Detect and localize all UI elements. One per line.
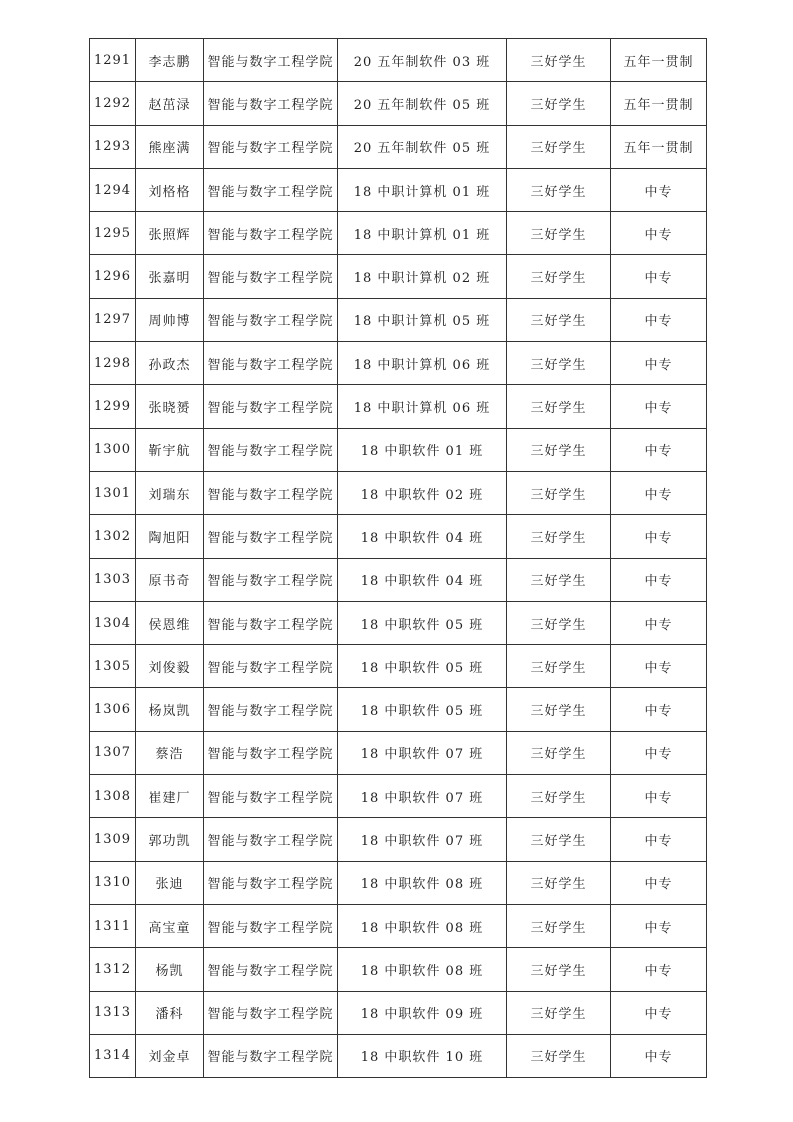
student-name-cell: 原书奇 [136,558,204,601]
program-type-cell: 中专 [611,212,707,255]
college-cell: 智能与数字工程学院 [204,168,338,211]
honor-title-cell: 三好学生 [507,471,611,514]
table-row [90,39,707,82]
table-row [90,558,707,601]
student-name-cell: 张照辉 [136,212,204,255]
student-name-cell: 熊座满 [136,125,204,168]
honor-title-cell: 三好学生 [507,1034,611,1077]
row-number-cell: 1301 [90,471,136,514]
class-cell: 18 中职软件 04 班 [338,515,507,558]
student-name-cell: 高宝童 [136,904,204,947]
row-number-cell: 1299 [90,385,136,428]
program-type-cell: 中专 [611,1034,707,1077]
class-cell: 18 中职软件 08 班 [338,948,507,991]
college-cell: 智能与数字工程学院 [204,471,338,514]
college-cell: 智能与数字工程学院 [204,991,338,1034]
class-cell: 18 中职软件 05 班 [338,645,507,688]
table-row [90,515,707,558]
table-row [90,601,707,644]
class-cell: 18 中职软件 07 班 [338,731,507,774]
row-number-cell: 1296 [90,255,136,298]
college-cell: 智能与数字工程学院 [204,948,338,991]
student-name-cell: 刘瑞东 [136,471,204,514]
class-cell: 18 中职软件 08 班 [338,904,507,947]
college-cell: 智能与数字工程学院 [204,82,338,125]
class-cell: 18 中职计算机 02 班 [338,255,507,298]
student-name-cell: 侯恩维 [136,601,204,644]
college-cell: 智能与数字工程学院 [204,818,338,861]
row-number-cell: 1297 [90,298,136,341]
table-row [90,82,707,125]
table-row [90,775,707,818]
honor-title-cell: 三好学生 [507,601,611,644]
honor-title-cell: 三好学生 [507,515,611,558]
row-number-cell: 1311 [90,904,136,947]
table-row [90,385,707,428]
table-row [90,904,707,947]
college-cell: 智能与数字工程学院 [204,255,338,298]
honor-title-cell: 三好学生 [507,212,611,255]
program-type-cell: 中专 [611,385,707,428]
program-type-cell: 五年一贯制 [611,39,707,82]
program-type-cell: 中专 [611,731,707,774]
program-type-cell: 中专 [611,298,707,341]
class-cell: 20 五年制软件 05 班 [338,82,507,125]
honor-title-cell: 三好学生 [507,991,611,1034]
table-row [90,298,707,341]
college-cell: 智能与数字工程学院 [204,731,338,774]
college-cell: 智能与数字工程学院 [204,688,338,731]
row-number-cell: 1306 [90,688,136,731]
program-type-cell: 中专 [611,515,707,558]
class-cell: 18 中职软件 05 班 [338,601,507,644]
student-name-cell: 陶旭阳 [136,515,204,558]
table-row [90,731,707,774]
student-name-cell: 赵茁渌 [136,82,204,125]
row-number-cell: 1314 [90,1034,136,1077]
honor-title-cell: 三好学生 [507,904,611,947]
student-name-cell: 张嘉明 [136,255,204,298]
class-cell: 18 中职计算机 06 班 [338,385,507,428]
row-number-cell: 1303 [90,558,136,601]
program-type-cell: 中专 [611,948,707,991]
program-type-cell: 中专 [611,428,707,471]
award-list-table [89,38,707,1078]
program-type-cell: 五年一贯制 [611,125,707,168]
college-cell: 智能与数字工程学院 [204,558,338,601]
student-name-cell: 靳宇航 [136,428,204,471]
honor-title-cell: 三好学生 [507,775,611,818]
student-name-cell: 周帅博 [136,298,204,341]
row-number-cell: 1312 [90,948,136,991]
class-cell: 18 中职软件 07 班 [338,775,507,818]
row-number-cell: 1298 [90,342,136,385]
honor-title-cell: 三好学生 [507,428,611,471]
program-type-cell: 中专 [611,775,707,818]
class-cell: 18 中职计算机 01 班 [338,212,507,255]
honor-title-cell: 三好学生 [507,298,611,341]
table-row [90,168,707,211]
program-type-cell: 五年一贯制 [611,82,707,125]
college-cell: 智能与数字工程学院 [204,904,338,947]
student-name-cell: 蔡浩 [136,731,204,774]
honor-title-cell: 三好学生 [507,731,611,774]
program-type-cell: 中专 [611,558,707,601]
table-row [90,125,707,168]
row-number-cell: 1291 [90,39,136,82]
table-row [90,645,707,688]
college-cell: 智能与数字工程学院 [204,385,338,428]
row-number-cell: 1304 [90,601,136,644]
table-row [90,255,707,298]
student-name-cell: 刘金卓 [136,1034,204,1077]
class-cell: 18 中职软件 10 班 [338,1034,507,1077]
honor-title-cell: 三好学生 [507,948,611,991]
table-row [90,948,707,991]
row-number-cell: 1310 [90,861,136,904]
class-cell: 18 中职计算机 05 班 [338,298,507,341]
class-cell: 18 中职软件 05 班 [338,688,507,731]
row-number-cell: 1300 [90,428,136,471]
program-type-cell: 中专 [611,991,707,1034]
class-cell: 18 中职计算机 06 班 [338,342,507,385]
student-name-cell: 刘俊毅 [136,645,204,688]
program-type-cell: 中专 [611,168,707,211]
row-number-cell: 1294 [90,168,136,211]
program-type-cell: 中专 [611,255,707,298]
table-row [90,471,707,514]
class-cell: 20 五年制软件 03 班 [338,39,507,82]
table-row [90,212,707,255]
college-cell: 智能与数字工程学院 [204,39,338,82]
row-number-cell: 1307 [90,731,136,774]
table-row [90,688,707,731]
student-name-cell: 刘格格 [136,168,204,211]
table-row [90,1034,707,1077]
table-row [90,861,707,904]
honor-title-cell: 三好学生 [507,645,611,688]
college-cell: 智能与数字工程学院 [204,298,338,341]
college-cell: 智能与数字工程学院 [204,861,338,904]
college-cell: 智能与数字工程学院 [204,601,338,644]
class-cell: 20 五年制软件 05 班 [338,125,507,168]
student-name-cell: 杨凯 [136,948,204,991]
college-cell: 智能与数字工程学院 [204,775,338,818]
college-cell: 智能与数字工程学院 [204,428,338,471]
honor-title-cell: 三好学生 [507,39,611,82]
row-number-cell: 1308 [90,775,136,818]
college-cell: 智能与数字工程学院 [204,515,338,558]
student-name-cell: 张晓赟 [136,385,204,428]
row-number-cell: 1295 [90,212,136,255]
program-type-cell: 中专 [611,818,707,861]
class-cell: 18 中职软件 07 班 [338,818,507,861]
college-cell: 智能与数字工程学院 [204,342,338,385]
class-cell: 18 中职软件 04 班 [338,558,507,601]
award-list-body [90,39,707,1078]
program-type-cell: 中专 [611,471,707,514]
table-row [90,991,707,1034]
table-row [90,342,707,385]
college-cell: 智能与数字工程学院 [204,212,338,255]
program-type-cell: 中专 [611,342,707,385]
class-cell: 18 中职软件 02 班 [338,471,507,514]
college-cell: 智能与数字工程学院 [204,645,338,688]
row-number-cell: 1293 [90,125,136,168]
honor-title-cell: 三好学生 [507,818,611,861]
row-number-cell: 1305 [90,645,136,688]
student-name-cell: 崔建厂 [136,775,204,818]
student-name-cell: 杨岚凯 [136,688,204,731]
program-type-cell: 中专 [611,645,707,688]
honor-title-cell: 三好学生 [507,255,611,298]
honor-title-cell: 三好学生 [507,688,611,731]
student-name-cell: 李志鹏 [136,39,204,82]
row-number-cell: 1313 [90,991,136,1034]
honor-title-cell: 三好学生 [507,342,611,385]
table-row [90,428,707,471]
student-name-cell: 潘科 [136,991,204,1034]
honor-title-cell: 三好学生 [507,82,611,125]
class-cell: 18 中职软件 08 班 [338,861,507,904]
program-type-cell: 中专 [611,861,707,904]
honor-title-cell: 三好学生 [507,125,611,168]
honor-title-cell: 三好学生 [507,168,611,211]
honor-title-cell: 三好学生 [507,558,611,601]
honor-title-cell: 三好学生 [507,385,611,428]
college-cell: 智能与数字工程学院 [204,125,338,168]
honor-title-cell: 三好学生 [507,861,611,904]
student-name-cell: 郭功凯 [136,818,204,861]
program-type-cell: 中专 [611,904,707,947]
program-type-cell: 中专 [611,688,707,731]
program-type-cell: 中专 [611,601,707,644]
row-number-cell: 1302 [90,515,136,558]
class-cell: 18 中职软件 09 班 [338,991,507,1034]
class-cell: 18 中职计算机 01 班 [338,168,507,211]
college-cell: 智能与数字工程学院 [204,1034,338,1077]
class-cell: 18 中职软件 01 班 [338,428,507,471]
table-row [90,818,707,861]
row-number-cell: 1292 [90,82,136,125]
student-name-cell: 孙政杰 [136,342,204,385]
row-number-cell: 1309 [90,818,136,861]
student-name-cell: 张迪 [136,861,204,904]
